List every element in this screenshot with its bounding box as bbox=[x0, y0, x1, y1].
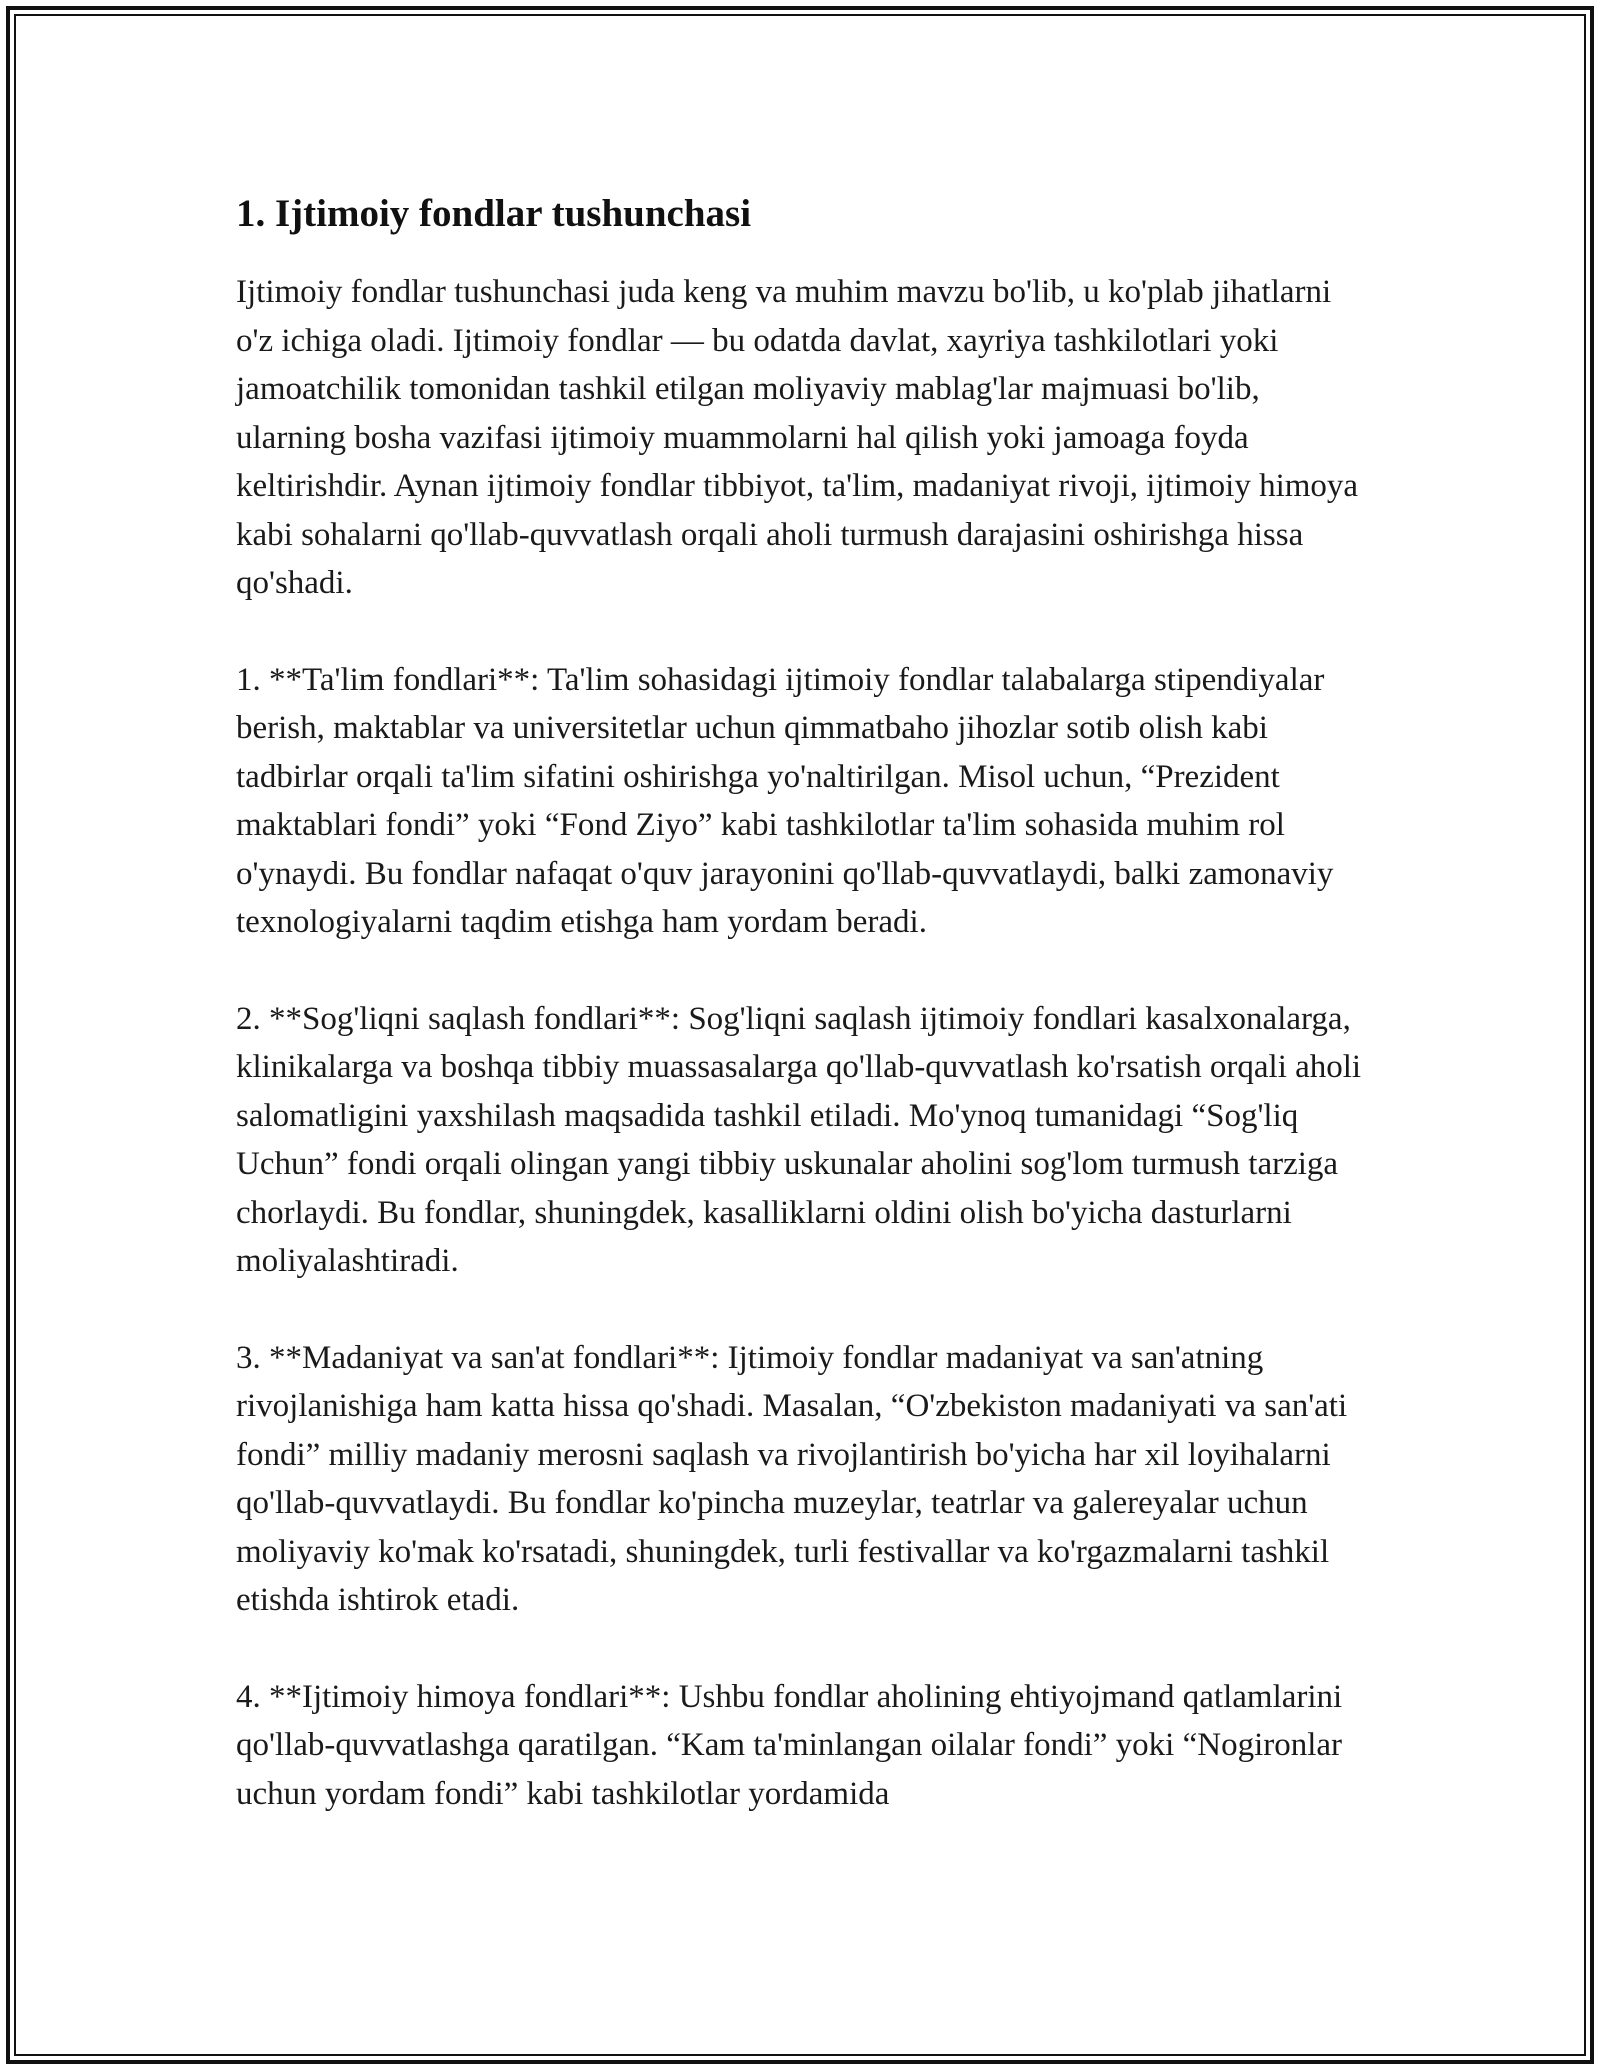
intro-paragraph: Ijtimoiy fondlar tushunchasi juda keng va muhim mavzu bo'lib, u ko'plab jihatlarni o'z ichiga oladi. Ijtimoiy fondlar — bu odatda davlat, xayriya tashkilotlari yoki jamoatchilik tomonidan tashkil etilgan moliyaviy mablag'lar majmuasi bo'lib, ularning bosha vazifasi ijtimoiy muammolarni hal qilish yoki jamoaga foyda keltirishdir. Aynan ijtimoiy fondlar tibbiyot, ta'lim, madaniyat rivoji, ijtimoiy himoya kabi sohalarni qo'llab-quvvatlash orqali aholi turmush darajasini oshirishga hissa qo'shadi. bbox=[236, 274, 1359, 601]
education-funds-paragraph: 1. **Ta'lim fondlari**: Ta'lim sohasidagi ijtimoiy fondlar talabalarga stipendiyalar berish, maktablar va universitetlar uchun qimmatbaho jihozlar sotib olish kabi tadbirlar orqali ta'lim sifatini oshirishga yo'naltirilgan. Misol uchun, “Prezident maktablari fondi” yoki “Fond Ziyo” kabi tashkilotlar ta'lim sohasida muhim rol o'ynaydi. Bu fondlar nafaqat o'quv jarayonini qo'llab-quvvatlaydi, balki zamonaviy texnologiyalarni taqdim etishga ham yordam beradi. bbox=[236, 661, 1334, 940]
document-body bbox=[236, 186, 1376, 1866]
culture-art-funds-paragraph: 3. **Madaniyat va san'at fondlari**: Ijtimoiy fondlar madaniyat va san'atning rivojlanishiga ham katta hissa qo'shadi. Masalan, “O'zbekiston madaniyati va san'ati fondi” milliy madaniy merosni saqlash va rivojlantirish bo'yicha har xil loyihalarni qo'llab-quvvatlaydi. Bu fondlar ko'pincha muzeylar, teatrlar va galereyalar uchun moliyaviy ko'mak ko'rsatadi, shuningdek, turli festivallar va ko'rgazmalarni tashkil etishda ishtirok etadi. bbox=[236, 1339, 1348, 1618]
section-title: 1. Ijtimoiy fondlar tushunchasi bbox=[236, 192, 752, 235]
social-protection-funds-paragraph: 4. **Ijtimoiy himoya fondlari**: Ushbu fondlar aholining ehtiyojmand qatlamlarini qo'llab-quvvatlashga qaratilgan. “Kam ta'minlangan oilalar fondi” yoki “Nogironlar uchun yordam fondi” kabi tashkilotlar yordamida bbox=[236, 1678, 1343, 1812]
healthcare-funds-paragraph: 2. **Sog'liqni saqlash fondlari**: Sog'liqni saqlash ijtimoiy fondlari kasalxonalarga, klinikalarga va boshqa tibbiy muassasalarga qo'llab-quvvatlash ko'rsatish orqali aholi salomatligini yaxshilash maqsadida tashkil etiladi. Mo'ynoq tumanidagi “Sog'liq Uchun” fondi orqali olingan yangi tibbiy uskunalar aholini sog'lom turmush tarziga chorlaydi. Bu fondlar, shuningdek, kasalliklarni oldini olish bo'yicha dasturlarni moliyalashtiradi. bbox=[236, 1000, 1362, 1279]
